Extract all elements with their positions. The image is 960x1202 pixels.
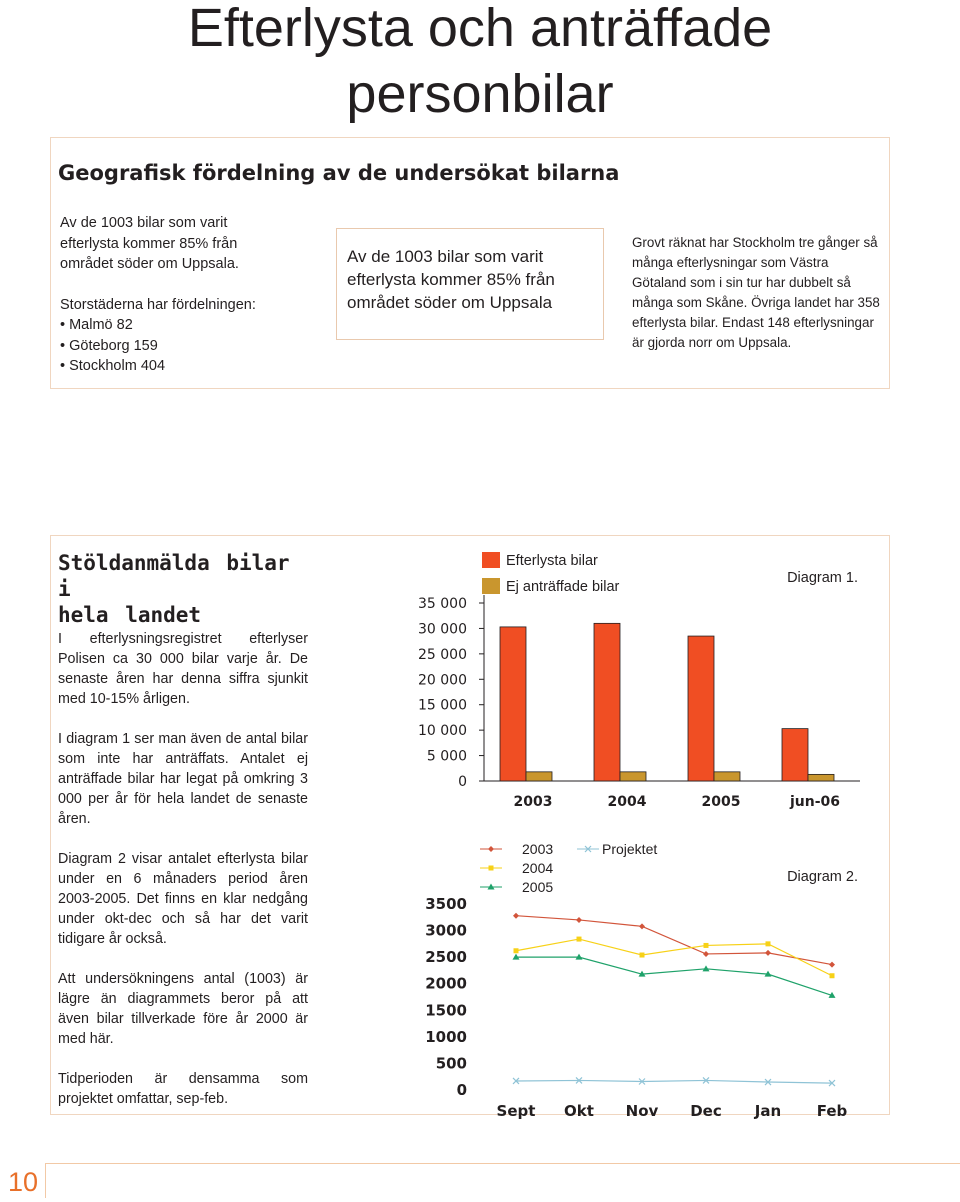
y-tick-label: 20 000: [418, 672, 467, 689]
legend-label: 2003: [522, 841, 554, 857]
data-point-2003: [639, 923, 645, 929]
x-tick-label: Okt: [564, 1102, 594, 1120]
x-tick-label: 2005: [701, 794, 741, 810]
theft-heading-line-2: hela landet: [58, 603, 202, 627]
x-tick-label: Nov: [625, 1102, 659, 1120]
y-tick-label: 25 000: [418, 646, 467, 663]
theft-paragraph-5: Tidperioden är densamma som projektet omfattar, sep-feb.: [58, 1071, 308, 1107]
y-tick-label: 10 000: [418, 723, 467, 740]
theft-paragraph-4: Att undersökningens antal (1003) är lägre än diagrammets beror på att även bilar tillverkade före år 2000 är med här.: [58, 971, 308, 1047]
y-tick-label: 35 000: [418, 596, 467, 612]
y-tick-label: 1500: [425, 1001, 467, 1020]
series-line-projektet: [516, 1080, 832, 1083]
data-point-2004: [830, 973, 835, 978]
pull-quote: Av de 1003 bilar som varit efterlysta kommer 85% från området söder om Uppsala: [336, 228, 604, 340]
y-tick-label: 30 000: [418, 621, 467, 638]
theft-paragraph-3: Diagram 2 visar antalet efterlysta bilar under en 6 månaders period åren 2003-2005. Det finns en klar nedgång under okt-dec och så har det varit tidigare år också.: [58, 851, 308, 947]
y-tick-label: 0: [456, 1081, 467, 1099]
bullet-goteborg: • Göteborg 159: [60, 337, 158, 354]
data-point-2004: [514, 948, 519, 953]
y-tick-label: 3500: [425, 895, 467, 913]
x-tick-label: Sept: [496, 1102, 536, 1120]
page-number: 10: [7, 1167, 39, 1197]
data-point-2003: [513, 913, 519, 919]
y-tick-label: 15 000: [418, 697, 467, 714]
y-tick-label: 5 000: [426, 748, 467, 765]
bullet-stockholm: • Stockholm 404: [60, 358, 166, 374]
series-line-2005: [516, 957, 832, 995]
geo-left-paragraph: Av de 1003 bilar som varit efterlysta kommer 85% från området söder om Uppsala.: [60, 215, 239, 272]
y-tick-label: 2500: [425, 948, 467, 967]
data-point-2003: [829, 962, 835, 968]
y-tick-label: 1000: [425, 1027, 467, 1046]
data-point-2004: [766, 941, 771, 946]
legend-label: Ej anträffade bilar: [506, 579, 620, 595]
page-footer-rule: [46, 1163, 960, 1164]
legend-label: Projektet: [602, 841, 658, 857]
legend-label: Efterlysta bilar: [506, 553, 598, 569]
geo-distribution-intro: Storstäderna har fördelningen:: [60, 296, 256, 313]
theft-paragraph-2: I diagram 1 ser man även de antal bilar som inte har anträffats. Antalet ej anträffade bilar har legat på omkring 3 000 per år för hela landet de senaste åren.: [58, 731, 308, 827]
x-tick-label: jun-06: [789, 794, 841, 810]
page-title-line-2: personbilar: [346, 64, 614, 124]
data-point-2003: [576, 917, 582, 923]
y-tick-label: 3000: [425, 921, 467, 940]
y-tick-label: 2000: [425, 974, 467, 993]
theft-heading-line-1: Stöldanmälda bilar i: [58, 551, 290, 601]
geo-heading: Geografisk fördelning av de undersökat bilarna: [58, 161, 620, 185]
data-point-2004: [640, 953, 645, 958]
data-point-2004: [577, 937, 582, 942]
legend-label: 2004: [522, 860, 554, 876]
legend-marker: [489, 866, 494, 871]
legend-label: 2005: [522, 879, 554, 895]
chart-title: Diagram 2.: [787, 869, 858, 885]
bullet-malmo: • Malmö 82: [60, 317, 133, 333]
x-tick-label: Feb: [816, 1102, 848, 1120]
theft-paragraph-1: I efterlysningsregistret efterlyser Polisen ca 30 000 bilar varje år. De senaste åren har denna siffra sjunkit med 10-15% årligen.: [58, 631, 308, 707]
y-tick-label: 500: [435, 1054, 467, 1073]
data-point-2003: [765, 950, 771, 956]
chart-title: Diagram 1.: [787, 570, 858, 586]
page-title-line-1: Efterlysta och anträffade: [187, 0, 773, 58]
data-point-2004: [704, 943, 709, 948]
y-tick-label: 0: [458, 774, 467, 790]
legend-marker: [488, 846, 494, 852]
x-tick-label: 2004: [607, 794, 647, 810]
x-tick-label: 2003: [513, 794, 553, 810]
data-point-2005: [703, 965, 710, 971]
x-tick-label: Jan: [754, 1102, 782, 1120]
geo-right-text: Grovt räknat har Stockholm tre gånger så många efterlysningar som Västra Götaland som i sin tur har dubbelt så många som Skåne. Övriga landet har 358 efterlysta bilar. Endast 148 efterlysningar är gjorda norr om Uppsala.: [632, 235, 880, 350]
x-tick-label: Dec: [690, 1102, 722, 1120]
data-point-2003: [703, 951, 709, 957]
